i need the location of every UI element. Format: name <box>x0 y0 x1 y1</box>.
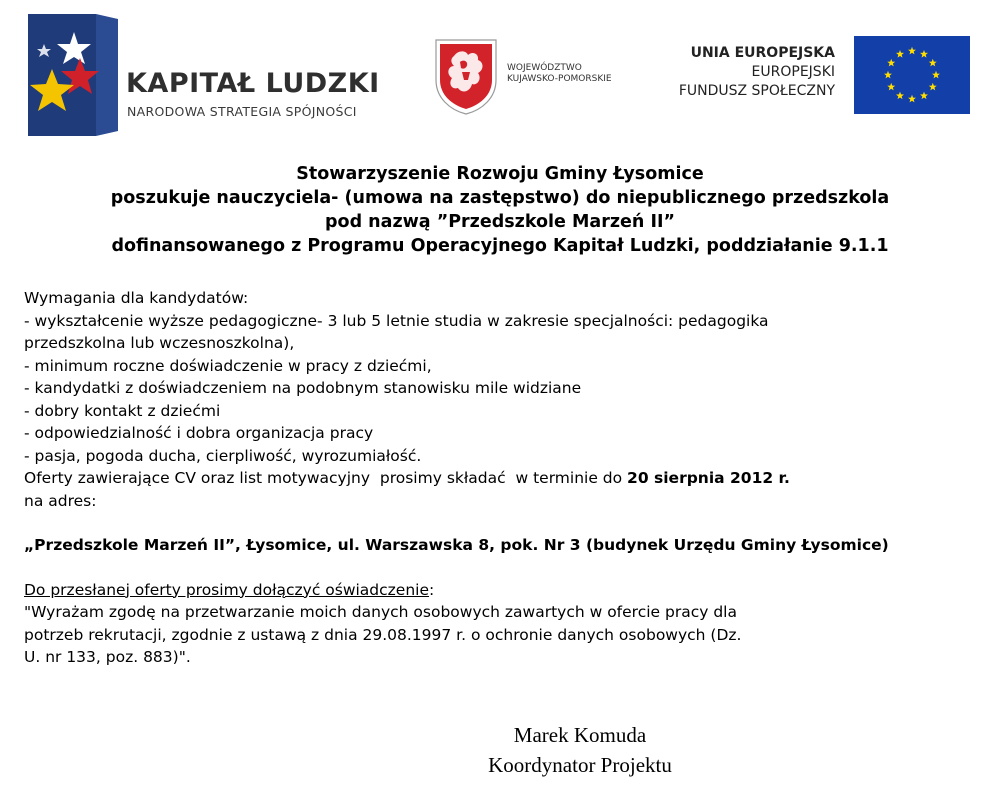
application-address: „Przedszkole Marzeń II”, Łysomice, ul. Warszawska 8, pok. Nr 3 (budynek Urzędu Gminy Łysomice) <box>24 536 889 554</box>
spacer <box>24 557 974 579</box>
unia-europejska-text <box>679 44 835 101</box>
consent-quote-line3: U. nr 133, poz. 883)". <box>24 648 191 666</box>
kapital-ludzki-title: KAPITAŁ LUDZKI <box>126 68 380 99</box>
signature-block <box>450 720 710 780</box>
logo-bar <box>0 0 1000 150</box>
requirements-list <box>24 310 974 468</box>
wojewodztwo-line1: WOJEWÓDZTWO <box>507 63 582 73</box>
unia-line1: UNIA EUROPEJSKA <box>690 45 835 61</box>
unia-line3: FUNDUSZ SPOŁECZNY <box>678 83 835 99</box>
announcement-heading <box>0 162 1000 258</box>
announcement-body <box>24 287 974 669</box>
signature-role: Koordynator Projektu <box>488 753 672 777</box>
consent-quote-line2: potrzeb rekrutacji, zgodnie z ustawą z dnia 29.08.1997 r. o ochronie danych osobowych (Dz. <box>24 625 742 644</box>
wojewodztwo-name <box>507 63 612 85</box>
consent-heading: Do przesłanej oferty prosimy dołączyć oświadczenie <box>24 580 430 599</box>
wojewodztwo-logo <box>432 36 642 116</box>
consent-heading-line <box>24 579 974 602</box>
heading-line4: dofinansowanego z Programu Operacyjnego Kapitał Ludzki, poddziałanie 9.1.1 <box>111 236 889 256</box>
consent-heading-colon: : <box>429 580 435 599</box>
unia-europejska-logo <box>670 36 970 116</box>
eu-flag-icon <box>854 36 970 114</box>
requirement-item: - pasja, pogoda ducha, cierpliwość, wyrozumiałość. <box>24 446 422 465</box>
offers-address-label: na adres: <box>24 491 97 510</box>
spacer <box>24 512 974 534</box>
requirement-item: - dobry kontakt z dziećmi <box>24 401 221 420</box>
requirement-item: - minimum roczne doświadczenie w pracy z dziećmi, <box>24 356 432 375</box>
offers-text: Oferty zawierające CV oraz list motywacyjny prosimy składać w terminie do <box>24 469 628 487</box>
offers-paragraph <box>24 467 974 490</box>
unia-line2: EUROPEJSKI <box>751 64 835 80</box>
requirement-item: przedszkolna lub wczesnoszkolna), <box>24 334 295 352</box>
requirements-intro: Wymagania dla kandydatów: <box>24 289 249 307</box>
kapital-ludzki-logo <box>28 14 408 136</box>
requirement-item: - odpowiedzialność i dobra organizacja pracy <box>24 424 374 442</box>
wojewodztwo-line2: KUJAWSKO-POMORSKIE <box>507 74 612 84</box>
kapital-ludzki-emblem-icon <box>28 14 118 136</box>
requirement-item: - kandydatki z doświadczeniem na podobnym stanowisku mile widziane <box>24 379 582 397</box>
griffin-crest-icon <box>432 36 500 116</box>
heading-line1: Stowarzyszenie Rozwoju Gminy Łysomice <box>296 164 704 184</box>
consent-quote-line1: "Wyrażam zgodę na przetwarzanie moich danych osobowych zawartych w ofercie pracy dla <box>24 603 737 621</box>
requirement-item: - wykształcenie wyższe pedagogiczne- 3 lub 5 letnie studia w zakresie specjalności: pedagogika <box>24 311 769 330</box>
kapital-ludzki-subtitle: NARODOWA STRATEGIA SPÓJNOŚCI <box>127 104 357 119</box>
heading-line2: poszukuje nauczyciela- (umowa na zastępstwo) do niepublicznego przedszkola <box>110 188 890 208</box>
signature-name: Marek Komuda <box>513 723 647 747</box>
heading-line3: pod nazwą ”Przedszkole Marzeń II” <box>325 212 675 232</box>
offers-deadline: 20 sierpnia 2012 r. <box>627 469 790 487</box>
